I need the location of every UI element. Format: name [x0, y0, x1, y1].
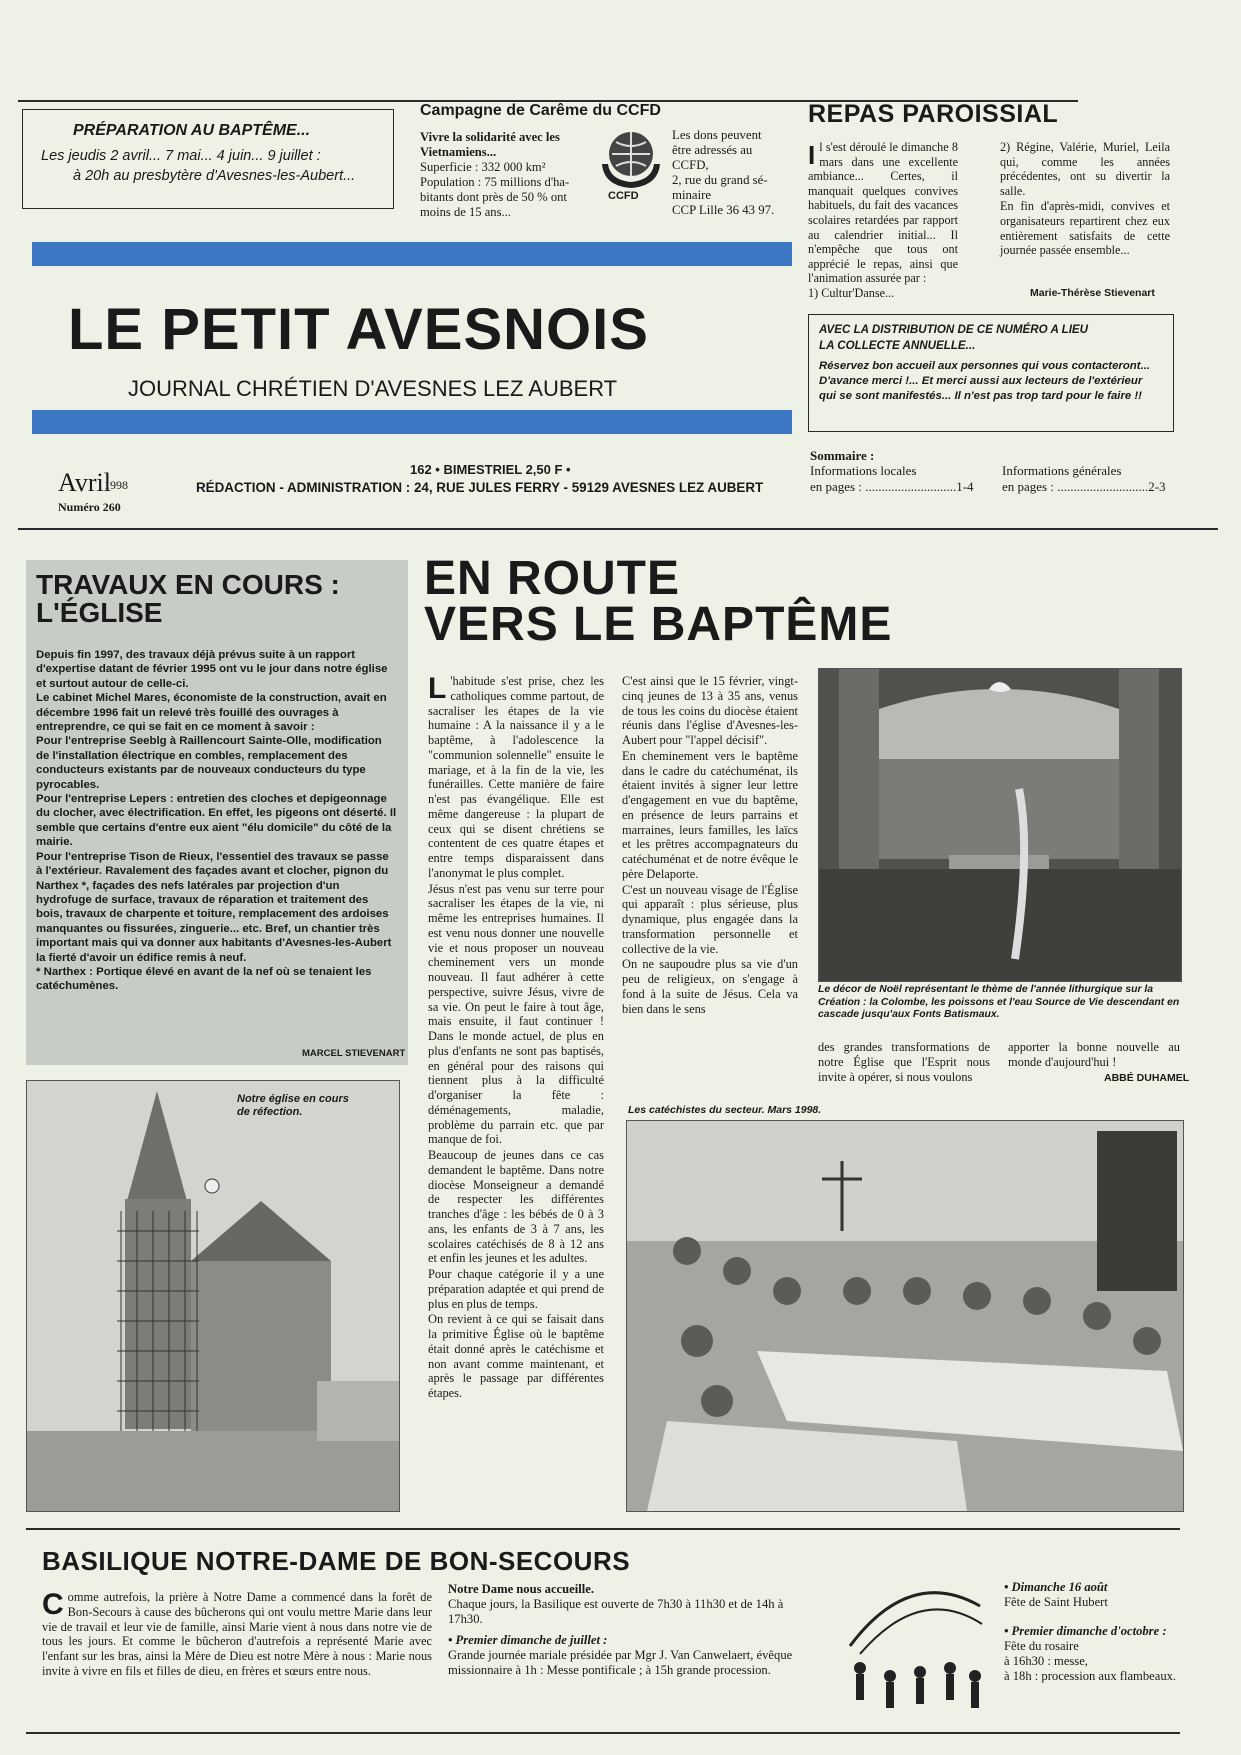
pilgrims-icon	[830, 1576, 990, 1716]
ccfd-left-line: Superficie : 332 000 km²	[420, 160, 546, 174]
travaux-paragraph: Pour l'entreprise Seeblg à Raillencourt Sainte-Olle, modification de l'installation électrique en combles, remplacement des conducteurs existants par de nouveaux conducteurs du type pyrocables.	[36, 735, 382, 791]
ccfd-right-text	[672, 128, 797, 218]
bapteme-col2b: En cheminement vers le baptême dans le cadre du catéchuménat, ils étaient invités à signer leur lettre d'engagement en vue du baptême, en présence de leurs parrains et marraines, leurs familles, les laïcs et les prêtres accompagnateurs du catéchuménat et de notre évêque le père Delaporte.	[622, 748, 798, 881]
travaux-paragraph: Depuis fin 1997, des travaux déjà prévus suite à un rapport d'expertise datant de février 1995 ont vu le jour dans notre église et surtout autour de celle-ci.	[36, 649, 388, 690]
basilique-side1-title: • Dimanche 16 août	[1004, 1580, 1108, 1594]
bapteme-col3: des grandes transformations de notre Église que l'Esprit nous invite à opérer, si nous voulons	[818, 1040, 990, 1084]
blue-bar-bottom	[32, 410, 792, 434]
travaux-panel	[26, 560, 408, 1065]
bapteme-heading2: VERS LE BAPTÊME	[424, 598, 893, 651]
repas-col1-text: l s'est déroulé le dimanche 8 mars dans une excellente ambiance... Certes, il manquait quelques convives habituels, du fait des vacances scolaires retardées par rapport au calendrier initial... Il n'empêche que tous ont apprécié le repas, ainsi que l'animation assurée par :	[808, 140, 958, 286]
masthead-divider	[18, 528, 1218, 530]
masthead-title: LE PETIT AVESNOIS	[68, 297, 649, 362]
basilique-col1	[42, 1590, 432, 1679]
repas-col1-last: 1) Cultur'Danse...	[808, 285, 895, 300]
preparation-line2: à 20h au presbytère d'Avesnes-les-Aubert...	[73, 168, 356, 184]
sommaire-title: Sommaire :	[810, 448, 875, 463]
church-scaffolding-icon	[27, 1081, 399, 1511]
ccfd-logo	[594, 124, 668, 208]
basilique-side2-title: • Premier dimanche d'octobre :	[1004, 1624, 1167, 1638]
basilique-dropcap: C	[42, 1588, 64, 1621]
bottom-rule	[26, 1732, 1180, 1734]
bapteme-col2c: C'est un nouveau visage de l'Église qui apparaît : plus sérieuse, plus dynamique, plus engagée dans la transformation personnelle et collective de la vie.	[622, 882, 798, 956]
basilique-col2-text: Chaque jours, la Basilique est ouverte de 7h30 à 11h30 et de 14h à 17h30.	[448, 1597, 784, 1626]
bapteme-dropcap: L	[428, 672, 447, 705]
basilique-heading: BASILIQUE NOTRE-DAME DE BON-SECOURS	[42, 1546, 631, 1576]
bapteme-signature: ABBÉ DUHAMEL	[1104, 1072, 1190, 1084]
sommaire-item2-pages: en pages : ............................2-3	[1002, 479, 1166, 494]
bapteme-col4: apporter la bonne nouvelle au monde d'aujourd'hui !	[1008, 1040, 1180, 1069]
repas-signature: Marie-Thérèse Stievenart	[1030, 287, 1155, 299]
collecte-title1: AVEC LA DISTRIBUTION DE CE NUMÉRO A LIEU	[819, 323, 1089, 336]
catechistes-photo	[626, 1120, 1184, 1512]
collecte-title2: LA COLLECTE ANNUELLE...	[819, 339, 976, 352]
bapteme-col1b: Jésus n'est pas venu sur terre pour sacraliser les étapes de la vie, ni même les entreprises humaines. Il est venu nous donner une nouvelle vie et nous proposer un nouveau cheminement vers un monde nouveau. Il faut adhérer à cette perspective, suivre Jésus, vivre de sa vie. On peut le faire à tout âge, mais ensuite, il faut continuer ! Dans le monde actuel, de plus en plus d'enfants ne sont pas baptisés, en général pour des raisons qui tiennent plus à la difficulté d'organiser la fête : déménagements, maladie, problème du parrain etc. que par manque de foi.	[428, 881, 604, 1147]
ccfd-logo-label: CCFD	[608, 190, 639, 202]
bapteme-col1-text: 'habitude s'est prise, chez les catholiques comme partout, de sacraliser les étapes de la vie humaine : A la naissance il y a le baptême, à l'adolescence la "communion solennelle" ensuite le mariage, et à la fin de la vie, les funérailles. Cette manière de faire n'est pas évangélique. Elle est même dangereuse : la plupart de ceux qui se disent chrétiens se contentent de ces quatre étapes et entre temps disparaissent dans l'anonymat le plus complet.	[428, 674, 604, 880]
catechistes-caption: Les catéchistes du secteur. Mars 1998.	[628, 1104, 822, 1116]
bapteme-col2d: On ne saupoudre plus sa vie d'un peu de religieux, on s'engage à fond à la suite de Jésus. Cela va bien dans le sens	[622, 957, 798, 1016]
travaux-heading2: L'ÉGLISE	[36, 597, 163, 628]
bapteme-col1c: Beaucoup de jeunes dans ce cas demandent le baptême. Dans notre diocèse Monseigneur a demandé de respecter les différentes tranches d'âge : les bébés de 0 à 3 ans, les enfants de 3 à 7 ans, les scolaires catéchisés de 8 à 12 ans et enfin les jeunes et les adultes.	[428, 1148, 604, 1266]
masthead-subtitle: JOURNAL CHRÉTIEN D'AVESNES LEZ AUBERT	[128, 376, 618, 401]
basilique-side2-line: Fête du rosaire	[1004, 1639, 1079, 1653]
ccfd-left-text	[420, 130, 600, 220]
travaux-body	[36, 648, 398, 994]
basilique-col2-sub: • Premier dimanche de juillet :	[448, 1633, 608, 1647]
sommaire-item1	[810, 463, 974, 495]
ccfd-right-line: CCP Lille 36 43 97.	[672, 203, 775, 217]
sommaire-item2	[1002, 463, 1166, 495]
preparation-line1: Les jeudis 2 avril... 7 mai... 4 juin... 9 juillet :	[41, 148, 321, 164]
bapteme-col2	[622, 674, 798, 1017]
noel-decor-caption: Le décor de Noël représentant le thème de l'année lithurgique sur la Création : la Colombe, les poissons et l'eau Source de Vie descendant en cascade jusqu'aux Fonts Batismaux.	[818, 984, 1180, 1020]
basilique-side2-line: à 16h30 : messe,	[1004, 1654, 1088, 1668]
basilique-illustration	[830, 1576, 990, 1716]
basilique-col2-title: Notre Dame nous accueille.	[448, 1582, 594, 1596]
ccfd-left-line: Vietnamiens...	[420, 145, 497, 159]
bapteme-col1e: On revient à ce qui se faisait dans la primitive Église où le baptême était donné après le catéchisme et non avant comme maintenant, et après le passage par différentes étapes.	[428, 1312, 604, 1400]
repas-col2	[1000, 140, 1170, 259]
ccfd-left-line: moins de 15 ans...	[420, 205, 511, 219]
basilique-rule	[26, 1528, 1180, 1530]
collecte-body: Réservez bon accueil aux personnes qui vous contacteront... D'avance merci !... Et merci aussi aux lecteurs de l'extérieur qui se sont manifestés... Il n'est pas trop tard pour le faire !!	[819, 360, 1151, 402]
address-line: RÉDACTION - ADMINISTRATION : 24, RUE JULES FERRY - 59129 AVESNES LEZ AUBERT	[196, 480, 764, 495]
ccfd-right-line: CCFD,	[672, 158, 709, 172]
ccfd-left-line: Population : 75 millions d'ha-	[420, 175, 570, 189]
ccfd-right-line: minaire	[672, 188, 712, 202]
ccfd-left-line: bitants dont près de 50 % ont	[420, 190, 567, 204]
basilique-col2-subtext: Grande journée mariale présidée par Mgr J. Van Canwelaert, évêque missionnaire à 1h : Messe pontificale ; à 15h grande procession.	[448, 1648, 793, 1677]
group-meeting-icon	[627, 1121, 1183, 1511]
basilique-side	[1004, 1580, 1194, 1684]
ccfd-right-line: 2, rue du grand sé-	[672, 173, 768, 187]
sommaire-item2-label: Informations générales	[1002, 463, 1122, 478]
issue-year: 1998	[104, 478, 128, 492]
bapteme-col2-text: C'est ainsi que le 15 février, vingt-cinq jeunes de 13 à 35 ans, venus de tous les coins du diocèse étaient réunis dans l'église d'Avesnes-les-Aubert pour "l'appel décisif".	[622, 674, 798, 747]
basilique-col1-text: omme autrefois, la prière à Notre Dame a commencé dans la forêt de Bon-Secours à cause des bûcherons qui ont voulu mettre Marie dans leur vie de travail et leur vie de famille, ainsi Marie vient à nous dans notre vie de tous les jours. Et comme le bûcheron d'autrefois a représenté Marie avec l'enfant sur les bras, ainsi la Mère de Dieu est notre Mère à nous : Marie nous invite à vivre en fils et filles de dieu, en frères et sœurs entre nous.	[42, 1590, 432, 1678]
bapteme-col1d: Pour chaque catégorie il y a une préparation adaptée et qui prend de plus en plus de temps.	[428, 1267, 604, 1311]
ccfd-heading: Campagne de Carême du CCFD	[420, 102, 661, 119]
travaux-paragraph: Le cabinet Michel Mares, économiste de la construction, avait en décembre 1996 fait un relevé très fouillé des ouvrages à entreprendre, ce qui se fait en ce moment à savoir :	[36, 692, 387, 734]
travaux-heading1: TRAVAUX EN COURS :	[36, 569, 340, 600]
repas-col1	[808, 140, 958, 301]
noel-decor-photo	[818, 668, 1182, 982]
basilique-side2-line: à 18h : procession aux flambeaux.	[1004, 1669, 1177, 1683]
church-photo	[26, 1080, 400, 1512]
repas-heading: REPAS PAROISSIAL	[808, 100, 1059, 128]
preparation-title: PRÉPARATION AU BAPTÊME...	[73, 122, 311, 139]
travaux-signature: MARCEL STIEVENART	[302, 1048, 406, 1059]
collecte-box	[808, 314, 1174, 432]
travaux-paragraph: * Narthex : Portique élevé en avant de la nef où se tenaient les catéchumènes.	[36, 965, 372, 993]
issue-number: Numéro 260	[58, 500, 121, 514]
travaux-paragraph: Pour l'entreprise Lepers : entretien des cloches et depigeonnage du clocher, avec électrification. En effet, les pigeons ont déserté. Il semble que certains d'entre eux aient "élu domicile" du côté de la mairie.	[36, 793, 397, 849]
preparation-box	[22, 109, 394, 209]
sommaire-item1-label: Informations locales	[810, 463, 917, 478]
ccfd-right-line: Les dons peuvent	[672, 128, 762, 142]
repas-col2-text: 2) Régine, Valérie, Muriel, Leila qui, comme les années précédentes, ont su divertir la salle.	[1000, 140, 1170, 198]
church-interior-icon	[819, 669, 1181, 981]
basilique-col2	[448, 1582, 812, 1678]
ccfd-right-line: être adressés au	[672, 143, 753, 157]
travaux-paragraph: Pour l'entreprise Tison de Rieux, l'essentiel des travaux se passe à l'extérieur. Ravalement des façades avant et clocher, pignon du Narthex *, façades des nefs latérales par projection d'un hydrofuge de surface, travaux de réparation et traitement des bois, travaux de charpente et toiture, remplacement des ardoises manquantes ou fissurées, zinguerie... etc. Bref, un chantier très important mais qui va donner aux habitants d'Avesnes-les-Aubert la fierté d'avoir un édifice remis à neuf.	[36, 850, 392, 964]
ccfd-left-line: Vivre la solidarité avec les	[420, 130, 560, 144]
bapteme-heading1: EN ROUTE	[424, 552, 681, 605]
repas-dropcap: I	[808, 140, 816, 170]
blue-bar-top	[32, 242, 792, 266]
sommaire-item1-pages: en pages : ............................1-4	[810, 479, 974, 494]
issue-month: Avril	[58, 468, 111, 497]
bapteme-col1	[428, 674, 604, 1402]
issue-line: 162 • BIMESTRIEL 2,50 F •	[410, 462, 571, 477]
repas-col2b-text: En fin d'après-midi, convives et organisateurs repartirent chez eux entièrement satisfaits de cette journée passée ensemble...	[1000, 199, 1170, 258]
church-photo-caption: Notre église en cours de réfection.	[237, 1093, 349, 1118]
basilique-side1-text: Fête de Saint Hubert	[1004, 1595, 1108, 1609]
